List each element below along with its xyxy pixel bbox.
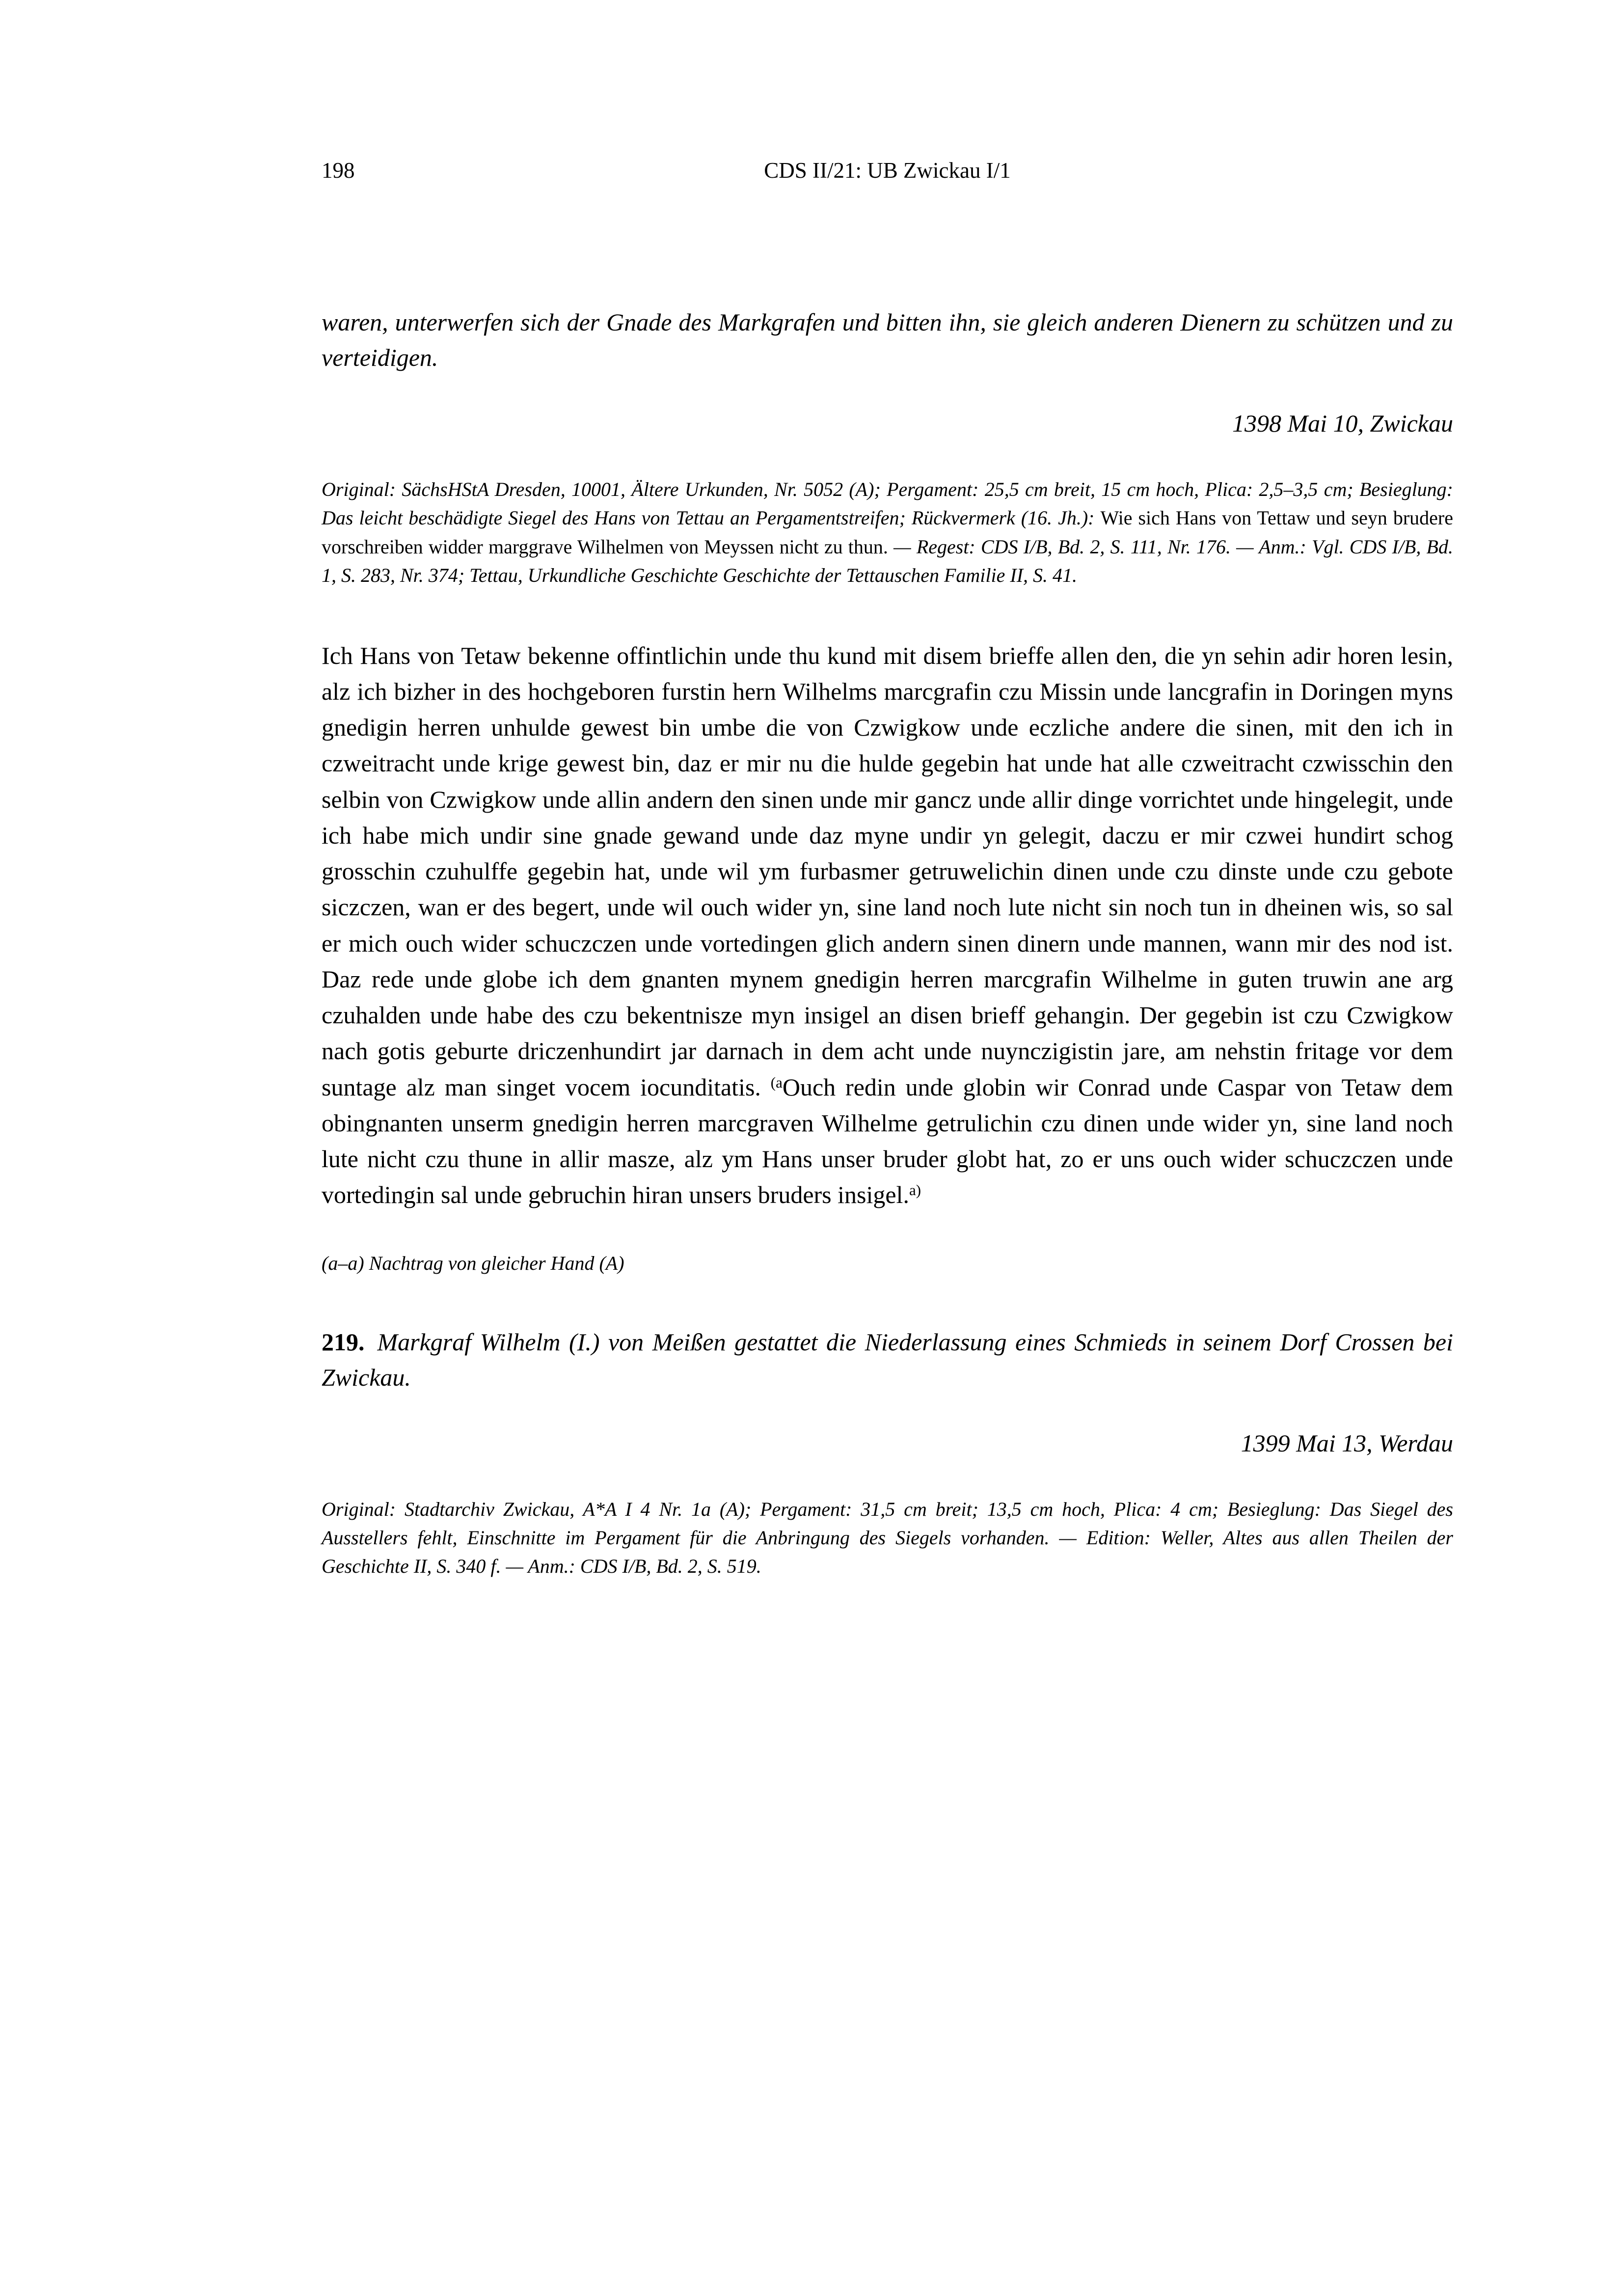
apparatus-references-218: — Regest: CDS I/B, Bd. 2, S. 111, Nr. 176. — Anm.: Vgl. CDS I/B, Bd. 1, S. 283, Nr. 374; Tettau, Urkundliche Geschichte Geschichte der Tettauschen Familie II, S. 41. <box>322 535 1453 587</box>
footnote-a: (a–a) Nachtrag von gleicher Hand (A) <box>322 1252 624 1274</box>
charter-heading-219 <box>322 1324 1453 1395</box>
running-head <box>322 0 1453 223</box>
charter-regest-219: Markgraf Wilhelm (I.) von Meißen gestattet die Niederlassung eines Schmieds in seinem Dorf Crossen bei Zwickau. <box>322 1328 1453 1391</box>
apparatus-block-218 <box>322 475 1453 590</box>
charter-number-219: 219. <box>322 1328 365 1356</box>
footnote-marker-open: (a <box>770 1073 783 1091</box>
apparatus-origin-218: Original: SächsHStA Dresden, 10001, Ältere Urkunden, Nr. 5052 (A); Pergament: 25,5 cm breit, 15 cm hoch, Plica: 2,5–3,5 cm; Besieglung: Das leicht beschädigte Siegel des Hans von Tettau an Pergamentstreifen; Rückvermerk (16. Jh.): <box>322 478 1453 529</box>
apparatus-block-219: Original: Stadtarchiv Zwickau, A*A I 4 Nr. 1a (A); Pergament: 31,5 cm breit; 13,5 cm hoch, Plica: 4 cm; Besieglung: Das Siegel des Ausstellers fehlt, Einschnitte im Pergament für die Anbringung des Siegels vorhanden. — Edition: Weller, Altes aus allen Theilen der Geschichte II, S. 340 f. — Anm.: CDS I/B, Bd. 2, S. 519. <box>322 1498 1453 1578</box>
running-head-title: CDS II/21: UB Zwickau I/1 <box>764 158 1011 183</box>
charter-body-addendum: Ouch redin unde globin wir Conrad unde Caspar von Tetaw dem obingnanten unserm gnedigin herren marcgraven Wilhelme getrulichin czu dinen unde wider yn, sine land noch lute nicht czu thune in allir masze, alz ym Hans unser bruder globt hat, zo er uns ouch wider schuczczen unde vortedingin sal unde gebruchin hiran unsers bruders insigel. <box>322 1073 1453 1209</box>
footnote-marker-close: a) <box>909 1181 921 1199</box>
dateline-219: 1399 Mai 13, Werdau <box>1241 1429 1453 1457</box>
regest-continuation-text: waren, unterwerfen sich der Gnade des Markgrafen und bitten ihn, sie gleich anderen Dienern zu schützen und zu verteidigen. <box>322 308 1453 371</box>
charter-body-218 <box>322 638 1453 1213</box>
dateline-218: 1398 Mai 10, Zwickau <box>1232 410 1453 437</box>
charter-body-main: Ich Hans von Tetaw bekenne offintlichin unde thu kund mit disem brieffe allen den, die yn sehin adir horen lesin, alz ich bizher in des hochgeboren furstin hern Wilhelms marcgrafin czu Missin unde lancgrafin in Doringen myns gnedigin herren unhulde gewest bin umbe die von Czwigkow unde eczliche andere die sinen, mit den ich in czweitracht unde krige gewest bin, daz er mir nu die hulde gegebin hat unde hat alle czweitracht czwisschin den selbin von Czwigkow unde allin andern den sinen unde mir gancz unde allir dinge vorrichtet unde hingelegit, unde ich habe mich undir sine gnade gewand unde daz myne undir yn gelegit, daczu er mir czwei hundirt schog grosschin czuhulffe gegebin hat, unde wil ym furbasmer getruwelichin dinen unde czu dinste unde czu gebote siczczen, wan er des begert, unde wil ouch wider yn, sine land noch lute nicht sin noch tun in dheinen wis, so sal er mich ouch wider schuczczen unde vortedingen glich andern sinen dinern unde mannen, wann mir des nod ist. Daz rede unde globe ich dem gnanten mynem gnedigin herren marcgrafin Wilhelme in guten truwin ane arg czuhalden unde habe des czu bekentnisze myn insigel an disen brieff gehangin. Der gegebin ist czu Czwigkow nach gotis geburte driczenhundirt jar darnach in dem acht unde nuynczigistin jare, am nehstin fritage vor dem suntage alz man singet vocem iocunditatis. <box>322 641 1453 1101</box>
apparatus-dorsal-note-218: Wie sich Hans von Tettaw und seyn brudere vorschreiben widder marggrave Wilhelmen von Meyssen nicht zu thun. <box>322 507 1454 558</box>
page-content-column <box>322 0 1453 1581</box>
folio-number: 198 <box>322 158 355 183</box>
